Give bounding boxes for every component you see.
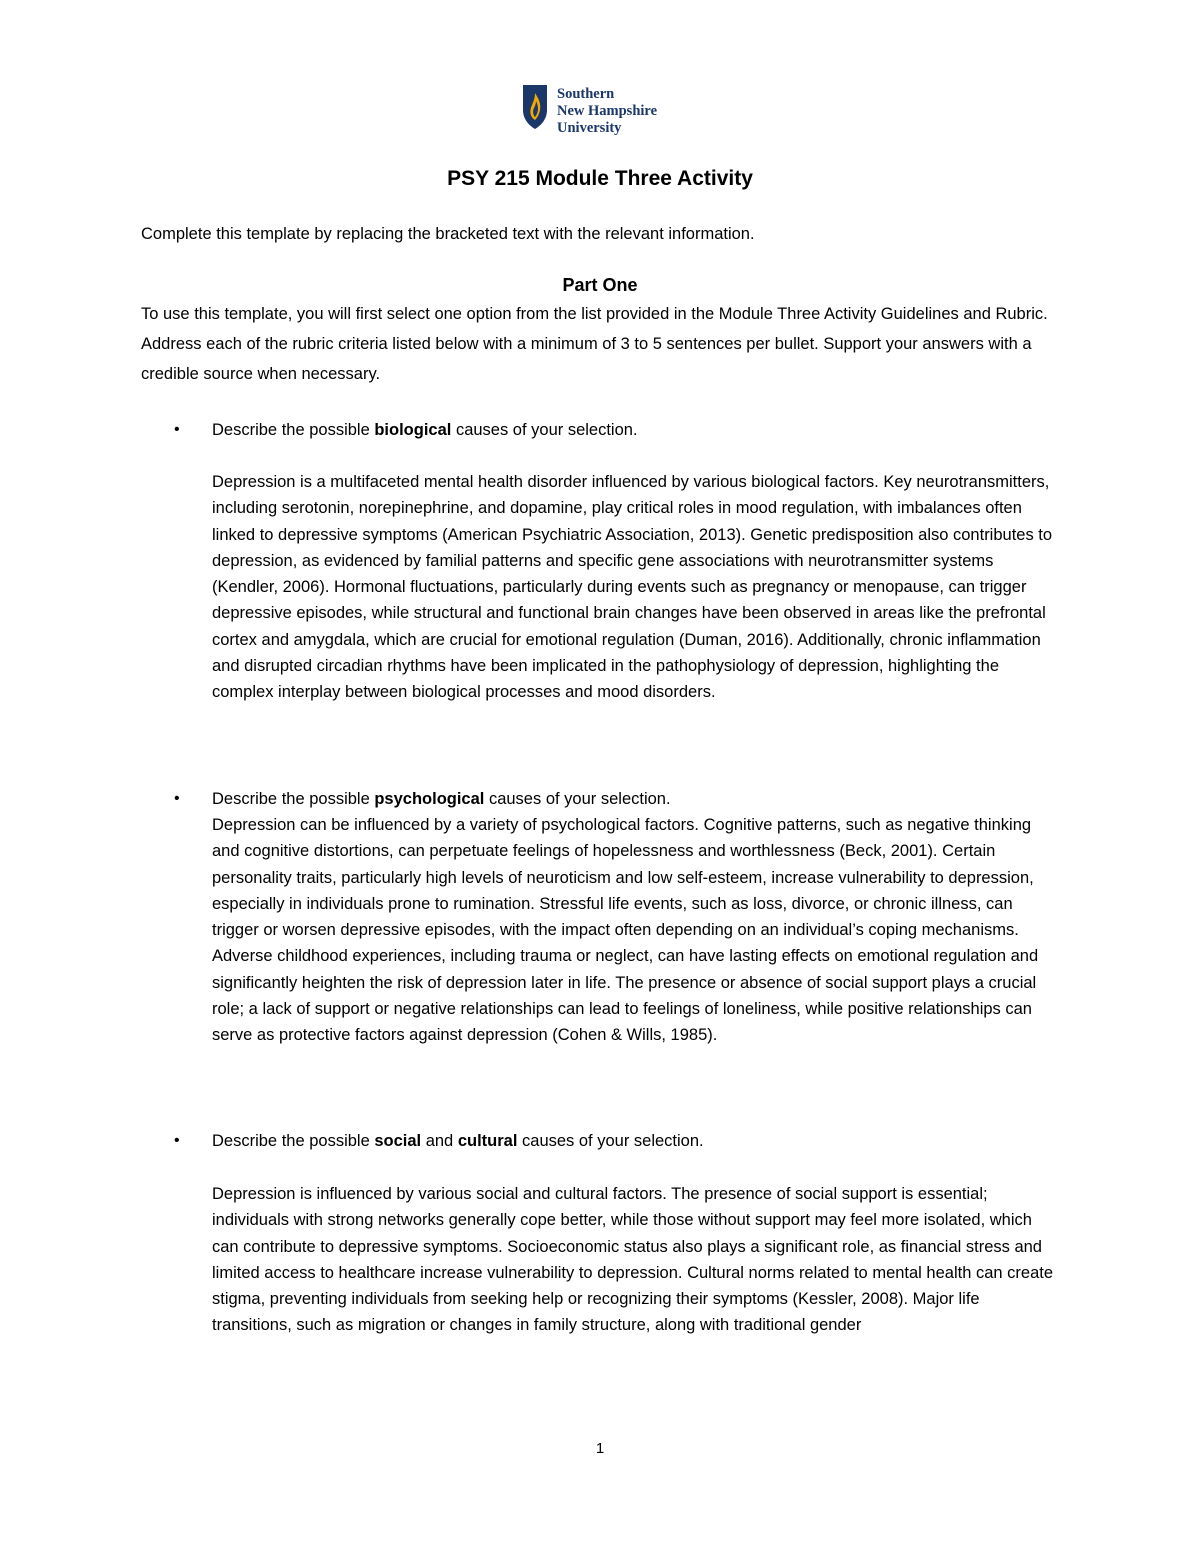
prompt-prefix: Describe the possible xyxy=(212,421,375,439)
prompt-prefix: Describe the possible xyxy=(212,1132,375,1150)
bullet-prompt xyxy=(212,417,638,443)
part-one-heading: Part One xyxy=(562,275,638,295)
answer-biological: Depression is a multifaceted mental health disorder influenced by various biological factors. Key neurotransmitters, including serotonin, norepinephrine, and dopamine, play critical roles in mood regulation, with imbalances often linked to depressive symptoms (American Psychiatric Association, 2013). Genetic predisposition also contributes to depression, as evidenced by familial patterns and specific gene associations with neurotransmitter systems (Kendler, 2006). Hormonal fluctuations, particularly during events such as pregnancy or menopause, can trigger depressive episodes, while structural and functional brain changes have been observed in areas like the prefrontal cortex and amygdala, which are crucial for emotional regulation (Duman, 2016). Additionally, chronic inflammation and disrupted circadian rhythms have been implicated in the pathophysiology of depression, highlighting the complex interplay between biological processes and mood disorders. xyxy=(212,473,1053,702)
bullet-prompt xyxy=(212,1128,704,1154)
answer-social-cultural: Depression is influenced by various social and cultural factors. The presence of social support is essential; individuals with strong networks generally cope better, while those without support may feel more isolated, which can contribute to depressive symptoms. Socioeconomic status also plays a significant role, as financial stress and limited access to healthcare increase vulnerability to depression. Cultural norms related to mental health can create stigma, preventing individuals from seeking help or recognizing their symptoms (Kessler, 2008). Major life transitions, such as migration or changes in family structure, along with traditional gender xyxy=(212,1185,1054,1335)
instructions-text: Complete this template by replacing the bracketed text with the relevant information. xyxy=(141,225,755,243)
prompt-suffix: causes of your selection. xyxy=(451,421,638,439)
page-number: 1 xyxy=(595,1440,605,1457)
answer-psychological: Depression can be influenced by a variety of psychological factors. Cognitive patterns, such as negative thinking and cognitive distortions, can perpetuate feelings of hopelessness and worthlessness (Beck, 2001). Certain personality traits, particularly high levels of neuroticism and low self-esteem, increase vulnerability to depression, especially in individuals prone to rumination. Stressful life events, such as loss, divorce, or chronic illness, can trigger or worsen depressive episodes, with the impact often depending on an individual’s coping mechanisms. Adverse childhood experiences, including trauma or neglect, can have lasting effects on emotional regulation and significantly heighten the risk of depression later in life. The presence or absence of social support plays a crucial role; a lack of support or negative relationships can lead to feelings of loneliness, while positive relationships can serve as protective factors against depression (Cohen & Wills, 1985). xyxy=(212,816,1039,1045)
logo-line-3: University xyxy=(557,120,622,136)
logo-line-2: New Hampshire xyxy=(557,103,658,119)
prompt-bold-term: social xyxy=(374,1132,422,1150)
prompt-suffix: causes of your selection. xyxy=(517,1132,704,1150)
prompt-bold-term: biological xyxy=(374,421,452,439)
page-title: PSY 215 Module Three Activity xyxy=(447,167,753,190)
bullet-dot: • xyxy=(174,1132,180,1149)
logo-wordmark xyxy=(557,86,657,137)
logo-line-1: Southern xyxy=(557,86,615,102)
bullet-dot: • xyxy=(174,790,180,807)
university-logo xyxy=(522,84,657,137)
prompt-bold-term: psychological xyxy=(374,790,485,808)
part-one-intro: To use this template, you will first select one option from the list provided in the Module Three Activity Guidelines and Rubric. Address each of the rubric criteria listed below with a minimum of 3 to 5 sentences per bullet. Support your answers with a credible source when necessary. xyxy=(141,305,1048,383)
bullet-prompt xyxy=(212,786,671,812)
prompt-suffix: causes of your selection. xyxy=(484,790,671,808)
bullet-dot: • xyxy=(174,421,180,438)
shield-flame-icon xyxy=(522,84,548,130)
prompt-bold-term-2: cultural xyxy=(457,1132,518,1150)
prompt-prefix: Describe the possible xyxy=(212,790,375,808)
prompt-middle: and xyxy=(421,1132,458,1150)
